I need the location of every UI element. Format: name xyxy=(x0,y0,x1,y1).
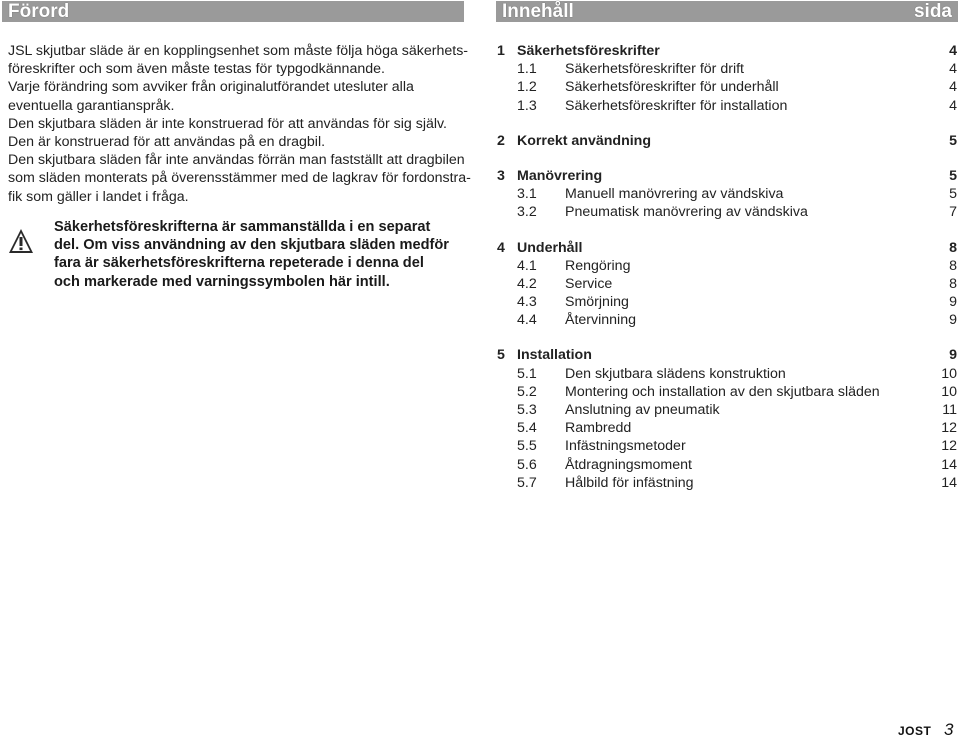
toc-subsection-title: Anslutning av pneumatik xyxy=(565,402,720,418)
toc-section xyxy=(497,346,959,492)
page-column-label: sida xyxy=(913,1,952,22)
toc-subsection-title: Smörjning xyxy=(565,294,629,311)
toc-section-number: 3 xyxy=(497,167,505,184)
safety-notice-line: Säkerhetsföreskrifterna är sammanställda i en separat xyxy=(54,219,431,235)
toc-section-page: 5 xyxy=(949,167,957,184)
toc-subsection-row xyxy=(497,97,959,115)
table-of-contents xyxy=(497,42,959,509)
toc-subsection-number: 4.3 xyxy=(517,294,537,311)
toc-subsection-row xyxy=(497,383,959,401)
foreword-line: JSL skjutbar släde är en kopplingsenhet som måste följa höga säkerhets- xyxy=(8,43,469,59)
toc-subsection-row xyxy=(497,474,959,492)
toc-section-row xyxy=(497,239,959,257)
safety-notice-line: fara är säkerhetsföreskrifterna repeterade i denna del xyxy=(54,255,424,272)
toc-subsection-title: Åtdragningsmoment xyxy=(565,456,692,473)
toc-subsection-row xyxy=(497,437,959,455)
toc-subsection-page: 4 xyxy=(949,79,957,96)
toc-subsection-number: 4.1 xyxy=(517,257,537,274)
toc-subsection-row xyxy=(497,257,959,275)
toc-section-title: Manövrering xyxy=(517,167,603,184)
toc-subsection-number: 3.1 xyxy=(517,186,537,203)
toc-subsection-row xyxy=(497,311,959,329)
toc-section-row xyxy=(497,167,959,185)
toc-subsection-number: 1.1 xyxy=(517,61,537,78)
toc-section-title: Säkerhetsföreskrifter xyxy=(517,43,660,59)
toc-subsection-page: 8 xyxy=(949,257,957,274)
warning-triangle-icon xyxy=(8,228,34,254)
toc-subsection-title: Den skjutbara slädens konstruktion xyxy=(565,365,786,382)
toc-section-title: Underhåll xyxy=(517,239,583,256)
toc-section-title: Korrekt användning xyxy=(517,132,652,149)
toc-subsection-number: 1.3 xyxy=(517,97,537,114)
foreword-line: Den skjutbara släden får inte användas förrän man fastställt att dragbilen xyxy=(8,152,465,169)
toc-subsection-number: 5.1 xyxy=(517,365,537,382)
toc-section-page: 4 xyxy=(949,43,957,59)
toc-subsection-row xyxy=(497,401,959,419)
toc-subsection-row xyxy=(497,456,959,474)
foreword-line: fik som gäller i landet i fråga. xyxy=(8,188,189,205)
toc-subsection-row xyxy=(497,293,959,311)
toc-subsection-row xyxy=(497,78,959,96)
contents-header xyxy=(496,1,958,22)
toc-section-page: 5 xyxy=(949,132,957,149)
toc-subsection-title: Säkerhetsföreskrifter för drift xyxy=(565,61,744,78)
toc-section-row xyxy=(497,132,959,150)
toc-section-number: 1 xyxy=(497,43,505,59)
foreword-line: som släden monterats på överensstämmer med de lagkrav för fordonstra- xyxy=(8,170,471,187)
toc-subsection-title: Rambredd xyxy=(565,420,632,437)
toc-subsection-title: Rengöring xyxy=(565,257,631,274)
toc-subsection-row xyxy=(497,275,959,293)
jost-logo: JOST xyxy=(898,724,932,738)
toc-subsection-row xyxy=(497,60,959,78)
toc-subsection-page: 9 xyxy=(949,312,957,329)
toc-subsection-page: 12 xyxy=(941,438,957,455)
toc-subsection-page: 4 xyxy=(949,97,957,114)
foreword-line: eventuella garantianspråk. xyxy=(8,97,175,114)
toc-section xyxy=(497,167,959,222)
toc-subsection-page: 14 xyxy=(941,474,957,491)
toc-section-row xyxy=(497,346,959,364)
toc-section-number: 4 xyxy=(497,239,505,256)
safety-notice-text xyxy=(54,218,474,291)
toc-subsection-title: Manuell manövrering av vändskiva xyxy=(565,186,784,203)
toc-subsection-title: Service xyxy=(565,275,613,292)
foreword-title: Förord xyxy=(8,1,70,22)
toc-subsection-row xyxy=(497,365,959,383)
toc-subsection-number: 4.4 xyxy=(517,312,537,329)
toc-subsection-page: 12 xyxy=(941,420,957,437)
page-number: 3 xyxy=(944,720,954,739)
toc-subsection-title: Säkerhetsföreskrifter för underhåll xyxy=(565,79,779,96)
toc-section-row xyxy=(497,42,959,60)
toc-section-number: 2 xyxy=(497,132,505,149)
toc-section xyxy=(497,239,959,330)
toc-subsection-number: 5.7 xyxy=(517,474,537,491)
toc-subsection-page: 10 xyxy=(941,365,957,382)
toc-subsection-number: 5.2 xyxy=(517,383,537,400)
toc-subsection-number: 3.2 xyxy=(517,204,537,221)
toc-subsection-title: Hålbild för infästning xyxy=(565,474,694,491)
contents-title: Innehåll xyxy=(502,1,574,22)
toc-subsection-number: 1.2 xyxy=(517,79,537,96)
foreword-line: Varje förändring som avviker från originalutförandet utesluter alla xyxy=(8,79,414,96)
toc-subsection-title: Säkerhetsföreskrifter för installation xyxy=(565,97,788,114)
toc-subsection-page: 5 xyxy=(949,186,957,203)
toc-subsection-title: Montering och installation av den skjutbara släden xyxy=(565,383,880,400)
toc-subsection-row xyxy=(497,185,959,203)
toc-subsection-page: 9 xyxy=(949,294,957,311)
toc-subsection-number: 5.6 xyxy=(517,456,537,473)
toc-subsection-row xyxy=(497,419,959,437)
toc-subsection-number: 5.3 xyxy=(517,402,537,418)
toc-subsection-page: 11 xyxy=(942,402,957,418)
foreword-line: föreskrifter och som även måste testas för typgodkännande. xyxy=(8,61,385,78)
toc-subsection-page: 10 xyxy=(941,383,957,400)
toc-section xyxy=(497,42,959,115)
toc-subsection-number: 4.2 xyxy=(517,275,537,292)
toc-subsection-number: 5.5 xyxy=(517,438,537,455)
toc-section-page: 9 xyxy=(949,347,957,364)
toc-subsection-page: 14 xyxy=(941,456,957,473)
foreword-line: Den är konstruerad för att användas på en dragbil. xyxy=(8,134,326,151)
safety-notice-line: och markerade med varningssymbolen här intill. xyxy=(54,273,390,290)
toc-section-title: Installation xyxy=(517,347,592,364)
toc-subsection-page: 7 xyxy=(949,204,957,221)
toc-subsection-row xyxy=(497,203,959,221)
foreword-line: Den skjutbara släden är inte konstruerad för att användas för sig själv. xyxy=(8,115,447,132)
toc-subsection-title: Pneumatisk manövrering av vändskiva xyxy=(565,204,808,221)
toc-section xyxy=(497,132,959,150)
toc-section-page: 8 xyxy=(949,239,957,256)
foreword-text xyxy=(8,42,471,206)
safety-notice-line: del. Om viss användning av den skjutbara släden medför xyxy=(54,237,449,254)
toc-subsection-page: 8 xyxy=(949,275,957,292)
toc-section-number: 5 xyxy=(497,347,505,364)
toc-subsection-title: Infästningsmetoder xyxy=(565,438,686,455)
foreword-header xyxy=(2,1,464,22)
toc-subsection-title: Återvinning xyxy=(565,312,636,329)
toc-subsection-page: 4 xyxy=(949,61,957,78)
toc-subsection-number: 5.4 xyxy=(517,420,537,437)
